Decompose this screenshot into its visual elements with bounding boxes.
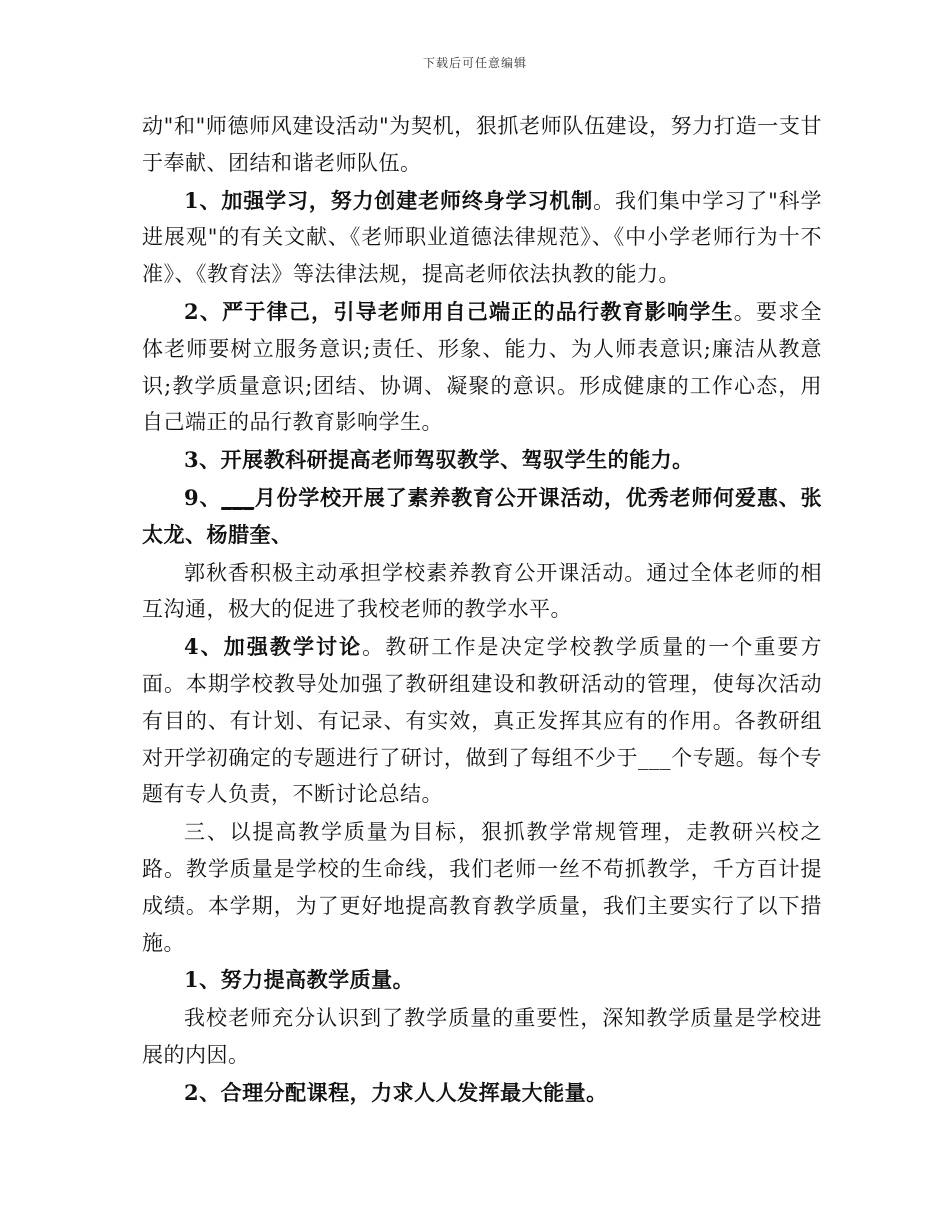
paragraph-2-text: 。我们集中学习了"科学进展观"的有关文献、《老师职业道德法律规范》、《中小学老师行为十不准》、《教育法》等法律法规，提高老师依法执教的能力。 (142, 188, 822, 287)
paragraph-2 (142, 183, 822, 293)
paragraph-9-heading: 1、努力提高教学质量。 (184, 967, 415, 993)
paragraph-4-heading: 3、开展教科研提高老师驾驭教学、驾驭学生的能力。 (184, 447, 694, 473)
paragraph-1-text: 动"和"师德师风建设活动"为契机，狠抓老师队伍建设，努力打造一支甘于奉献、团结和谐老师队伍。 (142, 114, 822, 175)
paragraph-5-blank: ___ (221, 484, 255, 510)
document-body (142, 108, 822, 1113)
paragraph-7-blank: ___ (638, 745, 672, 770)
paragraph-10-text: 我校老师充分认识到了教学质量的重要性，深知教学质量是学校进展的内因。 (142, 1006, 822, 1067)
paragraph-9 (142, 962, 822, 999)
paragraph-11 (142, 1075, 822, 1112)
paragraph-5-prefix: 9、 (184, 484, 222, 510)
paragraph-7-heading: 4、加强教学讨论 (184, 634, 363, 660)
paragraph-7-text-after: 个专题。每个专题有专人负责，不断讨论总结。 (142, 745, 822, 807)
paragraph-1 (142, 108, 822, 182)
paragraph-7 (142, 629, 822, 813)
paragraph-3 (142, 294, 822, 441)
paragraph-5-heading: 月份学校开展了素养教育公开课活动，优秀老师何爱惠、张太龙、杨腊奎、 (142, 484, 822, 547)
paragraph-6-text: 郭秋香积极主动承担学校素养教育公开课活动。通过全体老师的相互沟通，极大的促进了我校老师的教学水平。 (142, 560, 822, 622)
paragraph-5 (142, 480, 822, 554)
paragraph-8-text: 三、以提高教学质量为目标，狠抓教学常规管理，走教研兴校之路。教学质量是学校的生命线，我们老师一丝不苟抓教学，千方百计提成绩。本学期，为了更好地提高教育教学质量，我们主要实行了以下措施。 (142, 820, 822, 955)
paragraph-10 (142, 1000, 822, 1074)
page-header: 下载后可任意编辑 (422, 56, 527, 70)
paragraph-8 (142, 814, 822, 961)
paragraph-3-text: 。要求全体老师要树立服务意识;责任、形象、能力、为人师表意识;廉洁从教意识;教学质量意识;团结、协调、凝聚的意识。形成健康的工作心态，用自己端正的品行教育影响学生。 (142, 299, 822, 435)
paragraph-6 (142, 555, 822, 629)
paragraph-7-text: 。教研工作是决定学校教学质量的一个重要方面。本期学校教导处加强了教研组建设和教研活动的管理，使每次活动有目的、有计划、有记录、有实效，真正发挥其应有的作用。各教研组对开学初确定的专题进行了研讨，做到了每组不少于 (142, 635, 822, 770)
paragraph-2-heading: 1、加强学习，努力创建老师终身学习机制 (184, 187, 594, 213)
paragraph-3-heading: 2、严于律己，引导老师用自己端正的品行教育影响学生 (184, 298, 734, 324)
paragraph-11-heading: 2、合理分配课程，力求人人发挥最大能量。 (184, 1079, 608, 1105)
paragraph-4 (142, 442, 822, 479)
